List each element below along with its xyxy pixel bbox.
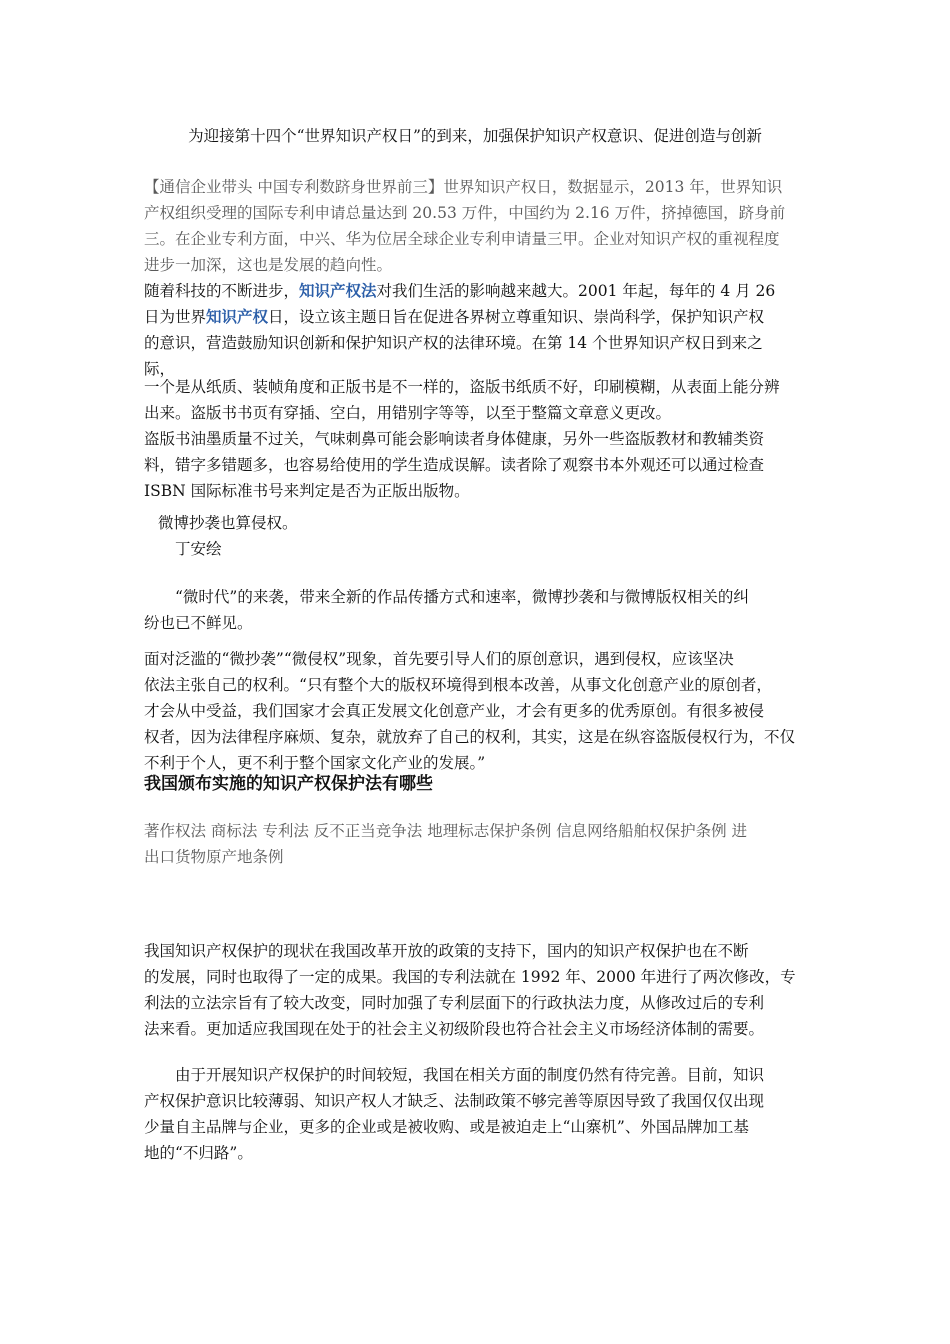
text-line: 产权保护意识比较薄弱、知识产权人才缺乏、法制政策不够完善等原因导致了我国仅仅出现 [144, 1092, 765, 1110]
paragraph-pirated-books [144, 374, 810, 426]
text-segment: 日，设立该主题日旨在促进各界树立尊重知识、崇尚科学，保护知识产权 [268, 308, 765, 326]
text-line: 【通信企业带头 中国专利数跻身世界前三】世界知识产权日，数据显示，2013 年，世界知识 [144, 178, 783, 196]
text-line: 才会从中受益，我们国家才会真正发展文化创意产业，才会有更多的优秀原创。有很多被侵 [144, 702, 765, 720]
text-line: 际， [144, 360, 176, 378]
text-line: “微时代”的来袭，带来全新的作品传播方式和速率，微博抄袭和与微博版权相关的纠 [175, 588, 749, 606]
text-line: 一个是从纸质、装帧角度和正版书是不一样的，盗版书纸质不好，印刷模糊，从表面上能分辨 [144, 378, 780, 396]
paragraph-patent-news [144, 174, 810, 278]
text-line: 进步一加深，这也是发展的趋向性。 [144, 256, 393, 274]
text-line: 由于开展知识产权保护的时间较短，我国在相关方面的制度仍然有待完善。目前，知识 [175, 1066, 765, 1084]
laws-list [144, 818, 810, 870]
text-segment: 对我们生活的影响越来越大。2001 年起，每年的 4 月 26 [376, 282, 776, 300]
image-caption: 微博抄袭也算侵权。 [158, 514, 298, 532]
text-line: 出来。盗版书书页有穿插、空白，用错别字等等，以至于整篇文章意义更改。 [144, 404, 672, 422]
paragraph-micro-era [144, 584, 810, 636]
text-line: 面对泛滥的“微抄袭”“微侵权”现象，首先要引导人们的原创意识，遇到侵权，应该坚决 [144, 650, 734, 668]
paragraph-micro-infringement [144, 646, 810, 776]
text-line: 不利于个人，更不利于整个国家文化产业的发展。” [144, 754, 486, 772]
text-line: 依法主张自己的权利。“只有整个大的版权环境得到根本改善，从事文化创意产业的原创者， [144, 676, 772, 694]
text-line [144, 304, 810, 330]
text-line [144, 278, 810, 304]
section-heading: 我国颁布实施的知识产权保护法有哪些 [144, 774, 433, 794]
text-line: 产权组织受理的国际专利申请总量达到 20.53 万件，中国约为 2.16 万件，挤掉德国，跻身前 [144, 204, 786, 222]
text-line: 著作权法 商标法 专利法 反不正当竞争法 地理标志保护条例 信息网络船舶权保护条例 进 [144, 822, 748, 840]
ip-link[interactable]: 知识产权 [206, 307, 269, 326]
text-line: 出口货物原产地条例 [144, 848, 284, 866]
document-title: 为迎接第十四个“世界知识产权日”的到来，加强保护知识产权意识、促进创造与创新 [188, 127, 762, 145]
image-credit: 丁安绘 [175, 540, 222, 558]
text-line: 三。在企业专利方面，中兴、华为位居全球企业专利申请量三甲。企业对知识产权的重视程度 [144, 230, 780, 248]
ip-law-link[interactable]: 知识产权法 [299, 281, 377, 300]
text-line: 纷也已不鲜见。 [144, 614, 253, 632]
text-line: 的意识，营造鼓励知识创新和保护知识产权的法律环境。在第 14 个世界知识产权日到来之 [144, 334, 763, 352]
paragraph-pirated-ink [144, 426, 810, 504]
paragraph-shortcomings [144, 1062, 810, 1166]
text-line: 地的“不归路”。 [144, 1144, 253, 1162]
text-line: 法来看。更加适应我国现在处于的社会主义初级阶段也符合社会主义市场经济体制的需要。 [144, 1020, 765, 1038]
text-line: 我国知识产权保护的现状在我国改革开放的政策的支持下，国内的知识产权保护也在不断 [144, 942, 749, 960]
text-line: 的发展，同时也取得了一定的成果。我国的专利法就在 1992 年、2000 年进行了两次修改，专 [144, 968, 796, 986]
text-segment: 随着科技的不断进步， [144, 282, 300, 300]
text-line: 少量自主品牌与企业，更多的企业或是被收购、或是被迫走上“山寨机”、外国品牌加工基 [144, 1118, 749, 1136]
paragraph-current-status [144, 938, 810, 1042]
text-line: 权者，因为法律程序麻烦、复杂，就放弃了自己的权利，其实，这是在纵容盗版侵权行为，不仅 [144, 728, 796, 746]
paragraph-ip-day [144, 278, 810, 382]
text-line: 利法的立法宗旨有了较大改变，同时加强了专利层面下的行政执法力度，从修改过后的专利 [144, 994, 765, 1012]
text-line: 盗版书油墨质量不过关，气味刺鼻可能会影响读者身体健康，另外一些盗版教材和教辅类资 [144, 430, 765, 448]
text-line: ISBN 国际标准书号来判定是否为正版出版物。 [144, 482, 470, 500]
text-segment: 日为世界 [144, 308, 207, 326]
text-line: 料，错字多错题多，也容易给使用的学生造成误解。读者除了观察书本外观还可以通过检查 [144, 456, 765, 474]
